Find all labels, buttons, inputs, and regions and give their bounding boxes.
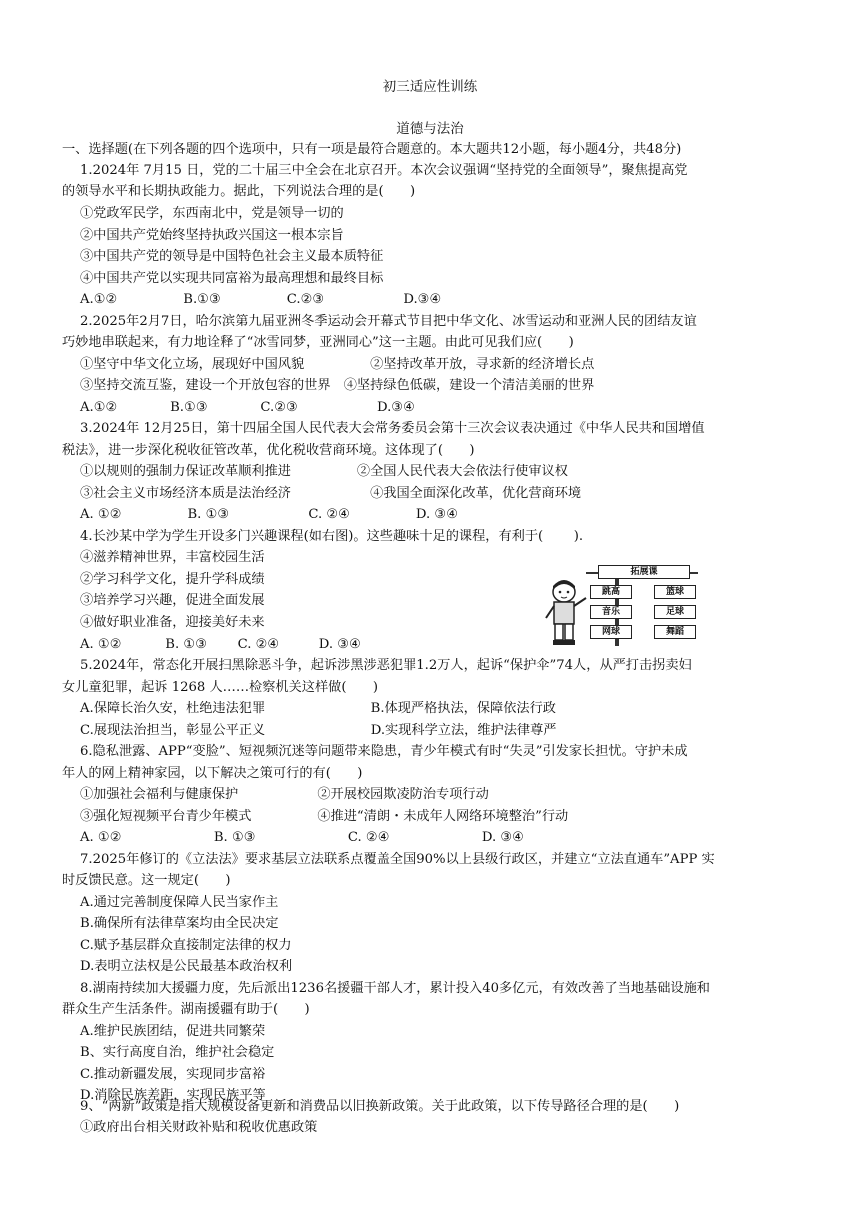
student-illustration (542, 580, 588, 646)
text-line: 3.2024年 12月25日，第十四届全国人民代表大会常务委员会第十三次会议表决通过《中华人民共和国增值 (80, 421, 705, 436)
text-line: 6.隐私泄露、APP“变脸”、短视频沉迷等问题带来隐患，青少年模式有时“失灵”引发家长担忧。守护未成 (80, 744, 688, 759)
text-line: C.赋予基层群众直接制定法律的权力 (80, 938, 292, 953)
text-line: ③培养学习兴趣，促进全面发展 (80, 593, 265, 608)
text-line: D.消除民族差距，实现民族平等 (80, 1088, 266, 1103)
text-line: ①加强社会福利与健康保护 ②开展校园欺凌防治专项行动 (80, 787, 489, 802)
text-line: B、实行高度自治，维护社会稳定 (80, 1045, 275, 1060)
text-line: 巧妙地串联起来，有力地诠释了“冰雪同梦，亚洲同心”这一主题。由此可见我们应( ) (62, 335, 574, 350)
text-line: ①以规则的强制力保证改革顺利推进 ②全国人民代表大会依法行使审议权 (80, 464, 568, 479)
text-line: 2.2025年2月7日，哈尔滨第九届亚洲冬季运动会开幕式节目把中华文化、冰雪运动和亚洲人民的团结友谊 (80, 314, 697, 329)
text-line: ①坚守中华文化立场，展现好中国风貌 ②坚持改革开放，寻求新的经济增长点 (80, 357, 595, 372)
figure-left-sign: 跳高 (590, 585, 632, 599)
text-line: ③中国共产党的领导是中国特色社会主义最本质特征 (80, 249, 384, 264)
text-line: C.展现法治担当，彰显公平正义 D.实现科学立法，维护法律尊严 (80, 723, 557, 738)
figure-top-sign: 拓展课 (598, 565, 690, 579)
text-line: ②中国共产党始终坚持执政兴国这一根本宗旨 (80, 228, 344, 243)
text-line: A. ①② B. ①③ C. ②④ D. ③④ (80, 830, 524, 845)
text-line: ④做好职业准备，迎接美好未来 (80, 615, 265, 630)
figure-right-sign: 舞蹈 (654, 625, 696, 639)
text-line: B.确保所有法律草案均由全民决定 (80, 916, 279, 931)
text-line: 女儿童犯罪，起诉 1268 人……检察机关这样做( ) (62, 680, 378, 695)
figure-left-sign: 网球 (590, 625, 632, 639)
text-line: 群众生产生活条件。湖南援疆有助于( ) (62, 1002, 310, 1017)
text-line: 4.长沙某中学为学生开设多门兴趣课程(如右图)。这些趣味十足的课程，有利于( ). (80, 529, 584, 544)
text-line: ①党政军民学，东西南北中，党是领导一切的 (80, 206, 344, 221)
text-line: ④中国共产党以实现共同富裕为最高理想和最终目标 (80, 271, 384, 286)
text-line: 的领导水平和长期执政能力。据此，下列说法合理的是( ) (62, 184, 416, 199)
text-line: 8.湖南持续加大援疆力度，先后派出1236名援疆干部人才，累计投入40多亿元，有效改善了当地基础设施和 (80, 981, 710, 996)
text-line: A. ①② B. ①③ C. ②④ D. ③④ (80, 507, 459, 522)
text-line: 年人的网上精神家园，以下解决之策可行的有( ) (62, 766, 363, 781)
text-line: A.①② B.①③ C.②③ D.③④ (80, 292, 442, 307)
text-line: ①政府出台相关财政补贴和税收优惠政策 (80, 1120, 318, 1135)
text-line: ④滋养精神世界，丰富校园生活 (80, 550, 265, 565)
course-signpost-figure (542, 562, 702, 646)
section-heading: 一、选择题(在下列各题的四个选项中，只有一项是最符合题意的。本大题共12小题，每小题4分，共48分) (62, 142, 682, 157)
text-line: C.推动新疆发展，实现同步富裕 (80, 1067, 266, 1082)
text-line: 1.2024年 7月15 日，党的二十届三中全会在北京召开。本次会议强调“坚持党的全面领导”，聚焦提高党 (80, 163, 688, 178)
text-line: A. ①② B. ①③ C. ②④ D. ③④ (80, 637, 361, 652)
figure-right-sign: 篮球 (654, 585, 696, 599)
text-line: A.保障长治久安，杜绝违法犯罪 B.体现严格执法，保障依法行政 (80, 701, 556, 716)
text-line: 5.2024年，常态化开展扫黑除恶斗争，起诉涉黑涉恶犯罪1.2万人，起诉“保护伞”74人，从严打击拐卖妇 (80, 658, 692, 673)
text-line: ②学习科学文化，提升学科成绩 (80, 572, 265, 587)
text-line: 9、“两新”政策是指大规模设备更新和消费品以旧换新政策。关于此政策，以下传导路径合理的是( ) (80, 1099, 680, 1114)
text-line: 7.2025年修订的《立法法》要求基层立法联系点覆盖全国90%以上县级行政区，并建立“立法直通车”APP 实 (80, 852, 715, 867)
figure-right-sign: 足球 (654, 605, 696, 619)
text-line: ③社会主义市场经济本质是法治经济 ④我国全面深化改革，优化营商环境 (80, 486, 582, 501)
text-line: 时反馈民意。这一规定( ) (62, 873, 231, 888)
subject-title: 道德与法治 (396, 121, 464, 137)
text-line: A.①② B.①③ C.②③ D.③④ (80, 400, 415, 415)
text-line: D.表明立法权是公民最基本政治权利 (80, 959, 293, 974)
text-line: ③坚持交流互鉴，建设一个开放包容的世界 ④坚持绿色低碳，建设一个清洁美丽的世界 (80, 378, 595, 393)
text-line: ③强化短视频平台青少年模式 ④推进“清朗・未成年人网络环境整治”行动 (80, 809, 569, 824)
text-line: 税法》，进一步深化税收征管改革，优化税收营商环境。这体现了( ) (62, 443, 475, 458)
figure-left-sign: 音乐 (590, 605, 632, 619)
text-line: A.通过完善制度保障人民当家作主 (80, 895, 279, 910)
page-title: 初三适应性训练 (382, 79, 478, 95)
text-line: A.维护民族团结，促进共同繁荣 (80, 1024, 266, 1039)
